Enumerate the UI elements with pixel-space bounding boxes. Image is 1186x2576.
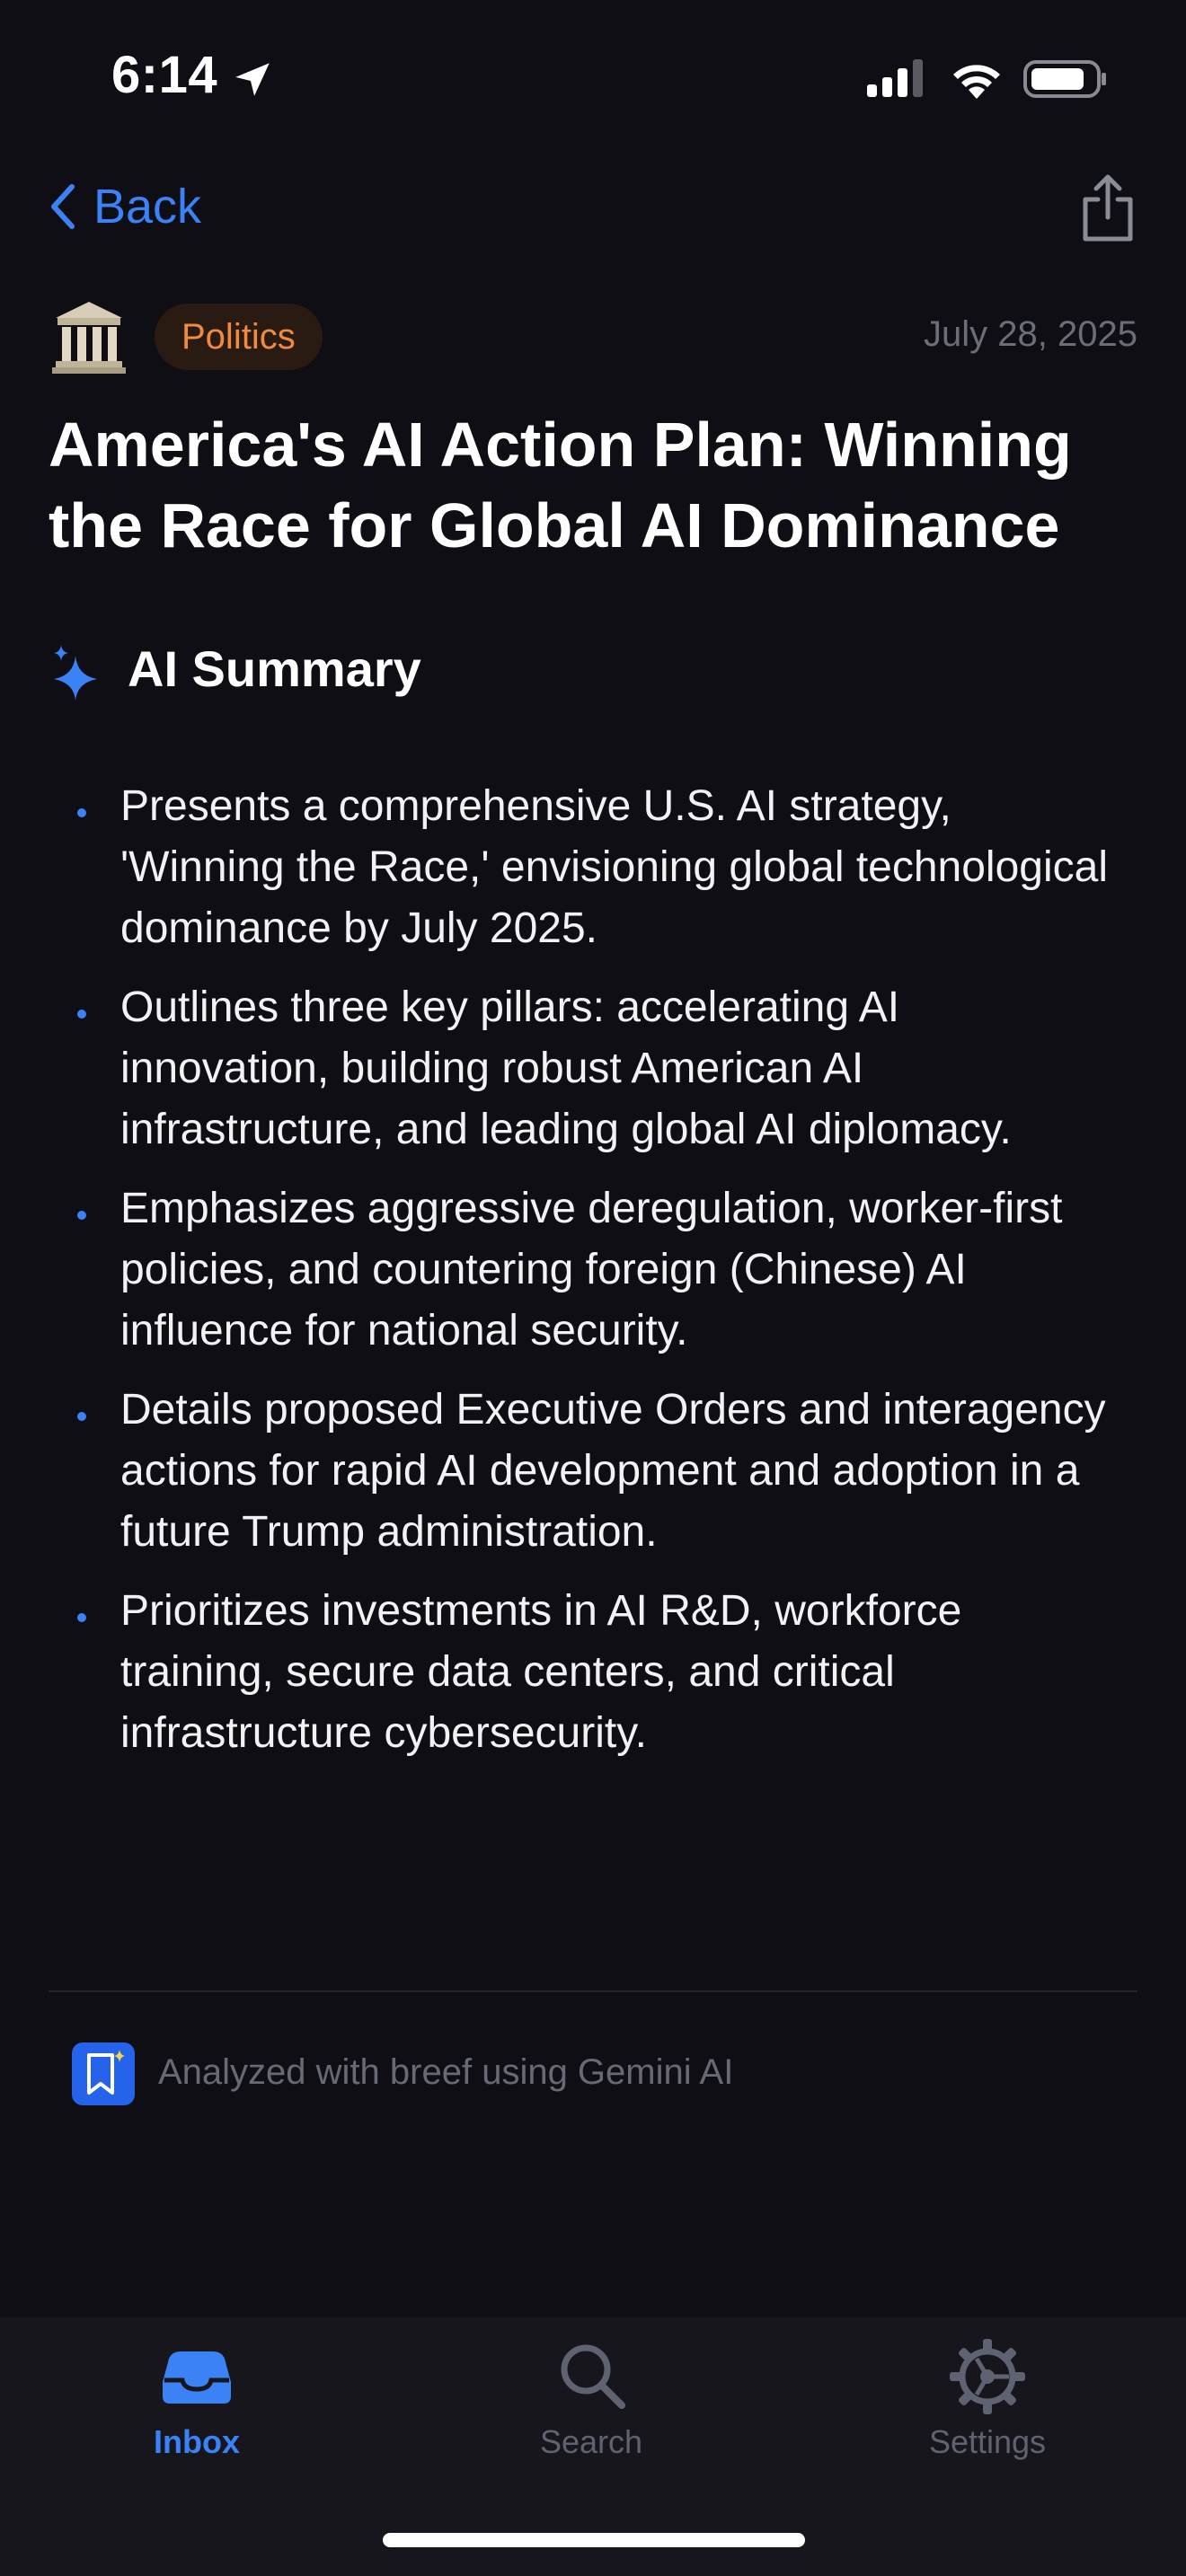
summary-item-text: Prioritizes investments in AI R&D, workforce training, secure data centers, and critical infrastructure cybersecurity. xyxy=(120,1587,962,1757)
share-icon[interactable] xyxy=(1076,172,1139,244)
bullet-dot xyxy=(77,1211,86,1220)
tab-settings[interactable] xyxy=(898,2335,1077,2461)
divider xyxy=(49,1990,1137,1992)
analysis-note: Analyzed with breef using Gemini AI xyxy=(158,2052,734,2092)
classical-building-icon xyxy=(50,298,128,375)
wifi-icon xyxy=(949,57,1005,101)
tab-inbox-label: Inbox xyxy=(154,2423,240,2460)
summary-list xyxy=(72,776,1114,1782)
tab-inbox[interactable] xyxy=(107,2335,287,2461)
summary-item xyxy=(72,776,1114,959)
breef-app-icon xyxy=(72,2042,135,2105)
tab-search[interactable] xyxy=(501,2335,681,2461)
article-date: July 28, 2025 xyxy=(924,314,1137,354)
home-indicator[interactable] xyxy=(383,2533,805,2547)
summary-heading: AI Summary xyxy=(128,640,421,697)
battery-icon xyxy=(1022,57,1109,101)
summary-item xyxy=(72,977,1114,1160)
back-button[interactable] xyxy=(47,175,201,238)
sparkle-icon xyxy=(50,643,104,702)
inbox-icon xyxy=(155,2335,238,2418)
tab-settings-label: Settings xyxy=(928,2423,1047,2460)
back-label: Back xyxy=(93,180,202,234)
bullet-dot xyxy=(77,1412,86,1421)
status-time: 6:14 xyxy=(111,46,218,104)
magnifier-icon xyxy=(550,2335,633,2418)
location-arrow-icon xyxy=(230,57,275,102)
cellular-signal-icon xyxy=(865,57,926,101)
gear-icon xyxy=(946,2335,1029,2418)
category-badge: Politics xyxy=(155,304,323,370)
summary-item xyxy=(72,1581,1114,1764)
summary-item xyxy=(72,1178,1114,1362)
chevron-left-icon xyxy=(47,181,77,232)
bullet-dot xyxy=(77,808,86,817)
bullet-dot xyxy=(77,1613,86,1622)
summary-item-text: Details proposed Executive Orders and interagency actions for rapid AI development and adoption in a future Trump administration. xyxy=(120,1386,1106,1556)
summary-item-text: Outlines three key pillars: accelerating AI innovation, building robust American AI infrastructure, and leading global AI diplomacy. xyxy=(120,984,1012,1153)
summary-item xyxy=(72,1380,1114,1563)
bullet-dot xyxy=(77,1010,86,1019)
tab-search-label: Search xyxy=(539,2423,643,2460)
summary-item-text: Emphasizes aggressive deregulation, worker-first policies, and countering foreign (Chinese) AI influence for national security. xyxy=(120,1185,1063,1354)
summary-item-text: Presents a comprehensive U.S. AI strategy, 'Winning the Race,' envisioning global technological dominance by July 2025. xyxy=(120,782,1109,952)
article-title: America's AI Action Plan: Winning the Race for Global AI Dominance xyxy=(49,410,1072,560)
